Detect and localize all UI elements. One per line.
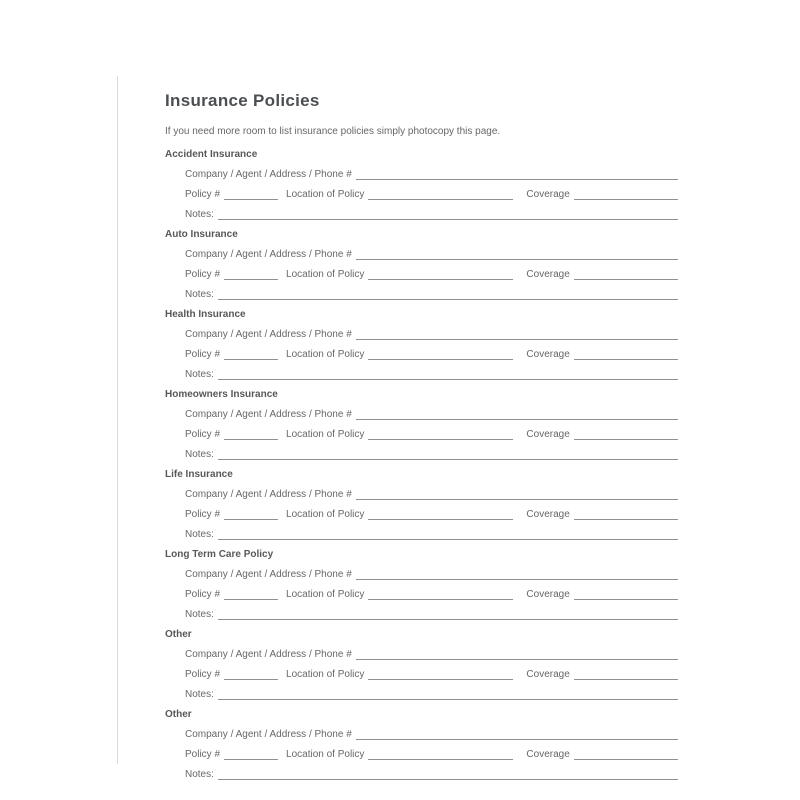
form-page [117, 76, 799, 780]
policy-row [185, 585, 678, 605]
company-fill-line [356, 245, 678, 260]
company-fill-line [356, 405, 678, 420]
coverage-label: Coverage [526, 429, 570, 440]
notes-fill-line [218, 765, 678, 780]
coverage-label: Coverage [526, 349, 570, 360]
section-heading: Health Insurance [165, 309, 246, 320]
notes-fill-line [218, 605, 678, 620]
section-heading: Life Insurance [165, 469, 233, 480]
page-content [165, 90, 678, 785]
company-row [185, 325, 678, 345]
notes-fill-line [218, 445, 678, 460]
company-agent-address-phone-label: Company / Agent / Address / Phone # [185, 169, 352, 180]
location-of-policy-fill-line [368, 505, 513, 520]
insurance-section [165, 385, 678, 465]
notes-label: Notes: [185, 769, 214, 780]
policy-number-label: Policy # [185, 269, 221, 280]
company-agent-address-phone-label: Company / Agent / Address / Phone # [185, 409, 352, 420]
location-of-policy-fill-line [368, 745, 513, 760]
company-row [185, 565, 678, 585]
coverage-label: Coverage [526, 749, 570, 760]
photocopy-instruction: If you need more room to list insurance policies simply photocopy this page. [165, 126, 501, 137]
company-row [185, 405, 678, 425]
page-title: Insurance Policies [165, 91, 320, 110]
policy-number-fill-line [224, 425, 278, 440]
section-heading: Homeowners Insurance [165, 389, 278, 400]
company-agent-address-phone-label: Company / Agent / Address / Phone # [185, 489, 352, 500]
company-fill-line [356, 645, 678, 660]
coverage-label: Coverage [526, 589, 570, 600]
location-of-policy-label: Location of Policy [286, 429, 365, 440]
company-agent-address-phone-label: Company / Agent / Address / Phone # [185, 569, 352, 580]
insurance-section [165, 465, 678, 545]
policy-number-label: Policy # [185, 349, 221, 360]
company-row [185, 245, 678, 265]
location-of-policy-label: Location of Policy [286, 189, 365, 200]
notes-row [185, 765, 678, 785]
coverage-label: Coverage [526, 669, 570, 680]
company-row [185, 645, 678, 665]
notes-row [185, 365, 678, 385]
coverage-label: Coverage [526, 189, 570, 200]
policy-number-label: Policy # [185, 189, 221, 200]
section-heading: Long Term Care Policy [165, 549, 274, 560]
notes-row [185, 285, 678, 305]
coverage-fill-line [574, 345, 678, 360]
policy-number-label: Policy # [185, 509, 221, 520]
policy-number-fill-line [224, 265, 278, 280]
location-of-policy-label: Location of Policy [286, 269, 365, 280]
coverage-fill-line [574, 745, 678, 760]
notes-label: Notes: [185, 289, 214, 300]
coverage-fill-line [574, 505, 678, 520]
location-of-policy-fill-line [368, 185, 513, 200]
section-heading: Accident Insurance [165, 149, 258, 160]
policy-number-fill-line [224, 185, 278, 200]
location-of-policy-label: Location of Policy [286, 669, 365, 680]
notes-fill-line [218, 365, 678, 380]
policy-number-fill-line [224, 585, 278, 600]
notes-fill-line [218, 525, 678, 540]
policy-number-label: Policy # [185, 429, 221, 440]
coverage-fill-line [574, 265, 678, 280]
notes-row [185, 205, 678, 225]
company-fill-line [356, 165, 678, 180]
location-of-policy-label: Location of Policy [286, 749, 365, 760]
company-agent-address-phone-label: Company / Agent / Address / Phone # [185, 329, 352, 340]
policy-row [185, 425, 678, 445]
coverage-label: Coverage [526, 509, 570, 520]
policy-number-fill-line [224, 745, 278, 760]
section-heading: Other [165, 629, 192, 640]
policy-row [185, 185, 678, 205]
notes-label: Notes: [185, 689, 214, 700]
notes-row [185, 445, 678, 465]
company-agent-address-phone-label: Company / Agent / Address / Phone # [185, 649, 352, 660]
company-fill-line [356, 725, 678, 740]
policy-number-fill-line [224, 505, 278, 520]
policy-number-label: Policy # [185, 669, 221, 680]
company-fill-line [356, 325, 678, 340]
insurance-section [165, 305, 678, 385]
notes-fill-line [218, 205, 678, 220]
company-fill-line [356, 485, 678, 500]
company-fill-line [356, 565, 678, 580]
policy-row [185, 745, 678, 765]
company-row [185, 725, 678, 745]
notes-label: Notes: [185, 209, 214, 220]
notes-label: Notes: [185, 449, 214, 460]
insurance-section [165, 625, 678, 705]
notes-row [185, 605, 678, 625]
location-of-policy-label: Location of Policy [286, 349, 365, 360]
company-agent-address-phone-label: Company / Agent / Address / Phone # [185, 249, 352, 260]
policy-row [185, 265, 678, 285]
insurance-section [165, 545, 678, 625]
sections-container [165, 145, 678, 785]
company-row [185, 485, 678, 505]
policy-row [185, 345, 678, 365]
coverage-fill-line [574, 185, 678, 200]
policy-number-fill-line [224, 345, 278, 360]
notes-label: Notes: [185, 529, 214, 540]
location-of-policy-label: Location of Policy [286, 589, 365, 600]
section-heading: Other [165, 709, 192, 720]
notes-label: Notes: [185, 609, 214, 620]
insurance-section [165, 705, 678, 785]
notes-label: Notes: [185, 369, 214, 380]
coverage-fill-line [574, 585, 678, 600]
location-of-policy-fill-line [368, 345, 513, 360]
company-row [185, 165, 678, 185]
notes-fill-line [218, 685, 678, 700]
policy-number-fill-line [224, 665, 278, 680]
location-of-policy-fill-line [368, 265, 513, 280]
section-heading: Auto Insurance [165, 229, 238, 240]
policy-number-label: Policy # [185, 589, 221, 600]
insurance-section [165, 225, 678, 305]
location-of-policy-label: Location of Policy [286, 509, 365, 520]
location-of-policy-fill-line [368, 665, 513, 680]
location-of-policy-fill-line [368, 425, 513, 440]
policy-row [185, 665, 678, 685]
insurance-section [165, 145, 678, 225]
notes-fill-line [218, 285, 678, 300]
coverage-label: Coverage [526, 269, 570, 280]
notes-row [185, 685, 678, 705]
location-of-policy-fill-line [368, 585, 513, 600]
policy-row [185, 505, 678, 525]
notes-row [185, 525, 678, 545]
coverage-fill-line [574, 665, 678, 680]
company-agent-address-phone-label: Company / Agent / Address / Phone # [185, 729, 352, 740]
coverage-fill-line [574, 425, 678, 440]
policy-number-label: Policy # [185, 749, 221, 760]
